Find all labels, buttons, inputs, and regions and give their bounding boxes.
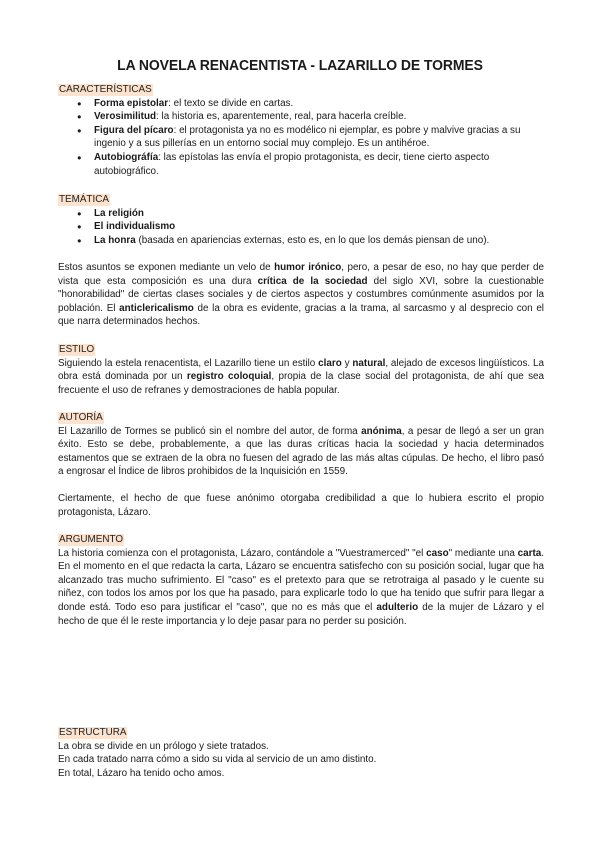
autoria-paragraph-2: Ciertamente, el hecho de que fuese anónimo otorgaba credibilidad a que lo hubiera escrito el propio protagonista, Lázaro. bbox=[58, 492, 544, 518]
estructura-line: En total, Lázaro ha tenido ocho amos. bbox=[58, 767, 225, 779]
section-heading: TEMÁTICA bbox=[59, 194, 109, 205]
list-item: ● La honra (basada en apariencias externas, esto es, en lo que los demás piensan de uno). bbox=[58, 234, 544, 248]
page-title: LA NOVELA RENACENTISTA - LAZARILLO DE TORMES bbox=[117, 57, 483, 74]
list-item: ● Autobiográfía: las epístolas las envía el propio protagonista, es decir, tiene cierto aspecto autobiográfico. bbox=[58, 151, 544, 178]
section-estructura bbox=[58, 726, 544, 780]
estilo-paragraph: Siguiendo la estela renacentista, el Lazarillo tiene un estilo claro y natural, alejado de excesos lingüísticos. La obra está dominada por un registro coloquial, propia de la clase social del protagonista, de ahí que sea frecuente el uso de refranes y demostraciones de habla popular. bbox=[58, 357, 544, 396]
list-item: ● Figura del pícaro: el protagonista ya no es modélico ni ejemplar, es pobre y malvive gracias a su ingenio y a sus pillerías en un entorno social muy complejo. Es un antihéroe. bbox=[58, 124, 544, 151]
tematica-list bbox=[58, 207, 544, 248]
section-argumento bbox=[58, 533, 544, 628]
section-heading: CARACTERÍSTICAS bbox=[59, 84, 152, 95]
list-item: ● El individualismo bbox=[58, 220, 544, 234]
section-autoria bbox=[58, 411, 544, 519]
caracteristicas-list bbox=[58, 97, 544, 179]
estructura-line: La obra se divide en un prólogo y siete tratados. bbox=[58, 740, 269, 752]
estructura-line: En cada tratado narra cómo a sido su vida al servicio de un amo distinto. bbox=[58, 754, 377, 766]
list-item: ● La religión bbox=[58, 207, 544, 221]
section-tematica bbox=[58, 193, 544, 247]
list-item: ● Verosimilitud: la historia es, aparentemente, real, para hacerla creíble. bbox=[58, 110, 544, 124]
tematica-paragraph: Estos asuntos se exponen mediante un velo de humor irónico, pero, a pesar de eso, no hay que perder de vista que esta composición es una dura crítica de la sociedad del siglo XVI, sobre la cuestionable "honorabilidad" de ciertas clases sociales y de ciertos aspectos y costumbres comúnmente asumidos por la población. El anticlericalismo de la obra es evidente, gracias a la trama, al sarcasmo y al desprecio con el que narra determinados hechos. bbox=[58, 262, 545, 328]
section-heading: AUTORÍA bbox=[59, 412, 103, 423]
section-estilo bbox=[58, 343, 544, 397]
section-heading: ARGUMENTO bbox=[59, 534, 124, 545]
argumento-paragraph: La historia comienza con el protagonista, Lázaro, contándole a "Vuestramerced" "el caso" mediante una carta. En el momento en el que redacta la carta, Lázaro se encuentra satisfecho con su posición social, lugar que ha alcanzado tras mucho sufrimiento. El "caso" es el pretexto para que se retrotraiga al pasado y le cuente su niñez, con todos los amos por los que ha pasado, para explicarle todo lo que ha tenido que sufrir para llegar a donde está. Todo eso para justificar el "caso", que no es más que el adulterio de la mujer de Lázaro y el hecho de que él le reste importancia y lo deje pasar para no perder su posición. bbox=[58, 547, 544, 627]
autoria-paragraph: El Lazarillo de Tormes se publicó sin el nombre del autor, de forma anónima, a pesar de llegó a ser un gran éxito. Esto se debe, probablemente, a que las duras críticas hacia la sociedad y hacia determinados estamentos que se extraen de la obra no fuesen del agrado de las más altas cúpulas. De hecho, el libro pasó a engrosar el Índice de libros prohibidos de la Inquisición en 1559. bbox=[58, 425, 544, 478]
section-heading: ESTRUCTURA bbox=[59, 727, 127, 738]
section-caracteristicas bbox=[58, 83, 544, 178]
section-heading: ESTILO bbox=[59, 344, 95, 355]
list-item: ● Forma epistolar: el texto se divide en cartas. bbox=[58, 97, 544, 111]
